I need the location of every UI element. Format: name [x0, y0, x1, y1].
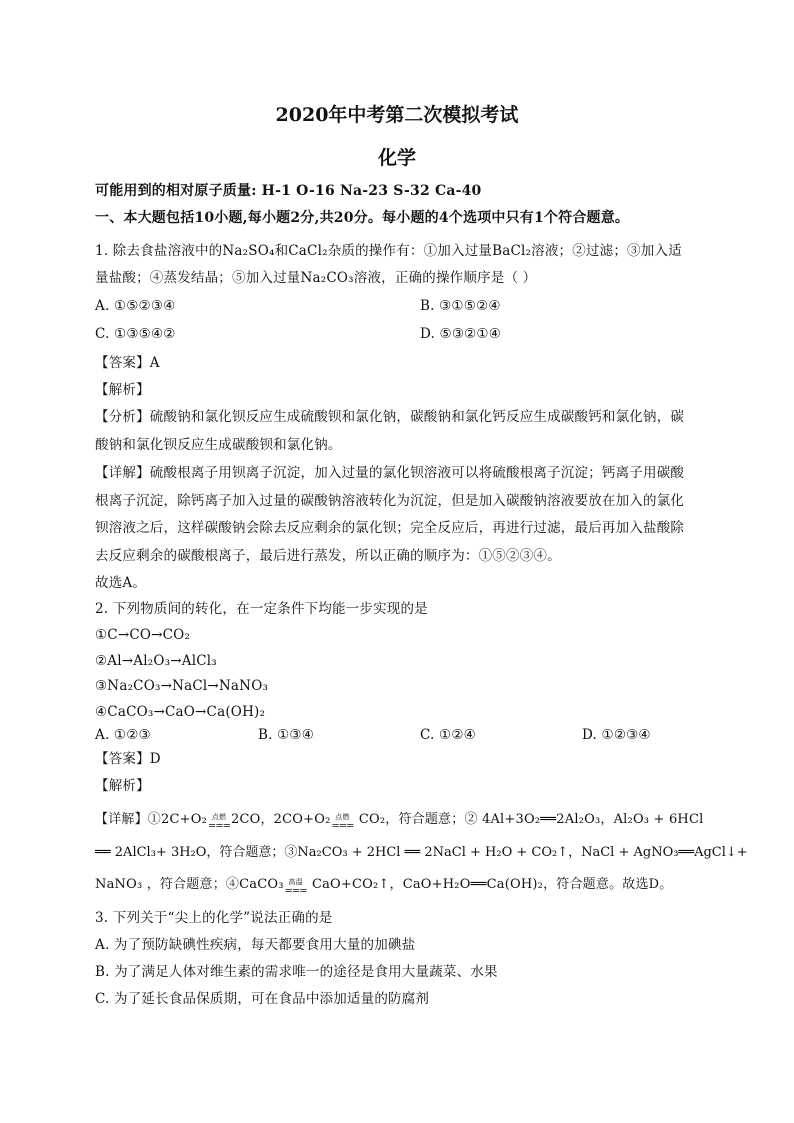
- q2-detail-line3-suffix: CaO+CO₂↑，CaO+H₂O══Ca(OH)₂，符合题意。故选D。: [307, 877, 673, 892]
- q1-detail-line2: 根离子沉淀，除钙离子加入过量的碳酸钠溶液转化为沉淀，但是加入碳酸钠溶液要放在加入的氯化: [95, 493, 685, 509]
- q2-detail-line1-prefix: 【详解】①2C+O₂: [95, 812, 207, 827]
- q1-detail-line1: 【详解】硫酸根离子用钡离子沉淀，加入过量的氯化钡溶液可以将硫酸根离子沉淀；钙离子用碳酸: [95, 465, 685, 481]
- q1-detail-line4: 去反应剩余的碳酸根离子，最后进行蒸发，所以正确的顺序为：①⑤②③④。: [95, 548, 561, 564]
- condition-label: 高温: [288, 878, 303, 886]
- q1-stem-line1: 1. 除去食盐溶液中的Na₂SO₄和CaCl₂杂质的操作有：①加入过量BaCl₂溶液；②过滤；③加入适: [95, 243, 682, 259]
- reaction-condition-ignite-2: [331, 811, 355, 832]
- q2-detail-line3-prefix: NaNO₃ ，符合题意；④CaCO₃: [95, 877, 284, 892]
- q2-option-c: C. ①②④: [420, 727, 476, 743]
- condition-label: 点燃: [211, 813, 227, 821]
- equals-marks: ===: [284, 886, 307, 897]
- q2-analysis-label: 【解析】: [95, 778, 150, 794]
- q3-option-a: A. 为了预防缺碘性疾病，每天都要食用大量的加碘盐: [95, 937, 416, 953]
- q2-option-b: B. ①③④: [258, 727, 315, 743]
- q3-option-c: C. 为了延长食品保质期，可在食品中添加适量的防腐剂: [95, 991, 430, 1007]
- q2-detail-line1-mid: 2CO，2CO+O₂: [230, 812, 331, 827]
- q2-item2: ②Al→Al₂O₃→AlCl₃: [95, 653, 217, 669]
- q2-detail-line3: [95, 876, 673, 897]
- q1-option-d: D. ⑤③②①④: [420, 326, 502, 342]
- equals-marks: ===: [331, 821, 354, 832]
- q2-detail-line1-suffix: CO₂，符合题意；② 4Al+3O₂══2Al₂O₃，Al₂O₃ + 6HCl: [354, 812, 704, 827]
- q1-analysis-label: 【解析】: [95, 382, 150, 398]
- q3-option-b: B. 为了满足人体对维生素的需求唯一的途径是食用大量蔬菜、水果: [95, 964, 498, 980]
- section-heading: 一、本大题包括10小题,每小题2分,共20分。每小题的4个选项中只有1个符合题意。: [95, 210, 630, 226]
- equals-marks: ===: [207, 821, 231, 832]
- q2-detail-line2: ══ 2AlCl₃+ 3H₂O，符合题意；③Na₂CO₃ + 2HCl ══ 2NaCl + H₂O + CO₂↑，NaCl + AgNO₃══AgCl↓+: [95, 845, 748, 860]
- q2-option-d: D. ①②③④: [582, 727, 651, 743]
- q1-answer: 【答案】A: [95, 355, 160, 371]
- q1-option-c: C. ①③⑤④②: [95, 326, 176, 342]
- q2-item1: ①C→CO→CO₂: [95, 627, 191, 643]
- q2-item4: ④CaCO₃→CaO→Ca(OH)₂: [95, 704, 266, 720]
- q1-option-b: B. ③①⑤②④: [420, 298, 501, 314]
- q1-analysis-line1: 【分析】硫酸钠和氯化钡反应生成硫酸钡和氯化钠，碳酸钠和氯化钙反应生成碳酸钙和氯化钠，碳: [95, 409, 685, 425]
- reaction-condition-ignite-1: [207, 811, 231, 832]
- subject-title: 化学: [377, 147, 416, 169]
- q2-stem: 2. 下列物质间的转化，在一定条件下均能一步实现的是: [95, 601, 428, 617]
- q2-answer: 【答案】D: [95, 751, 161, 767]
- q1-stem-line2: 量盐酸；④蒸发结晶；⑤加入过量Na₂CO₃溶液，正确的操作顺序是（ ）: [95, 270, 537, 286]
- q1-option-a: A. ①⑤②③④: [95, 298, 176, 314]
- atomic-masses: 可能用到的相对原子质量: H-1 O-16 Na-23 S-32 Ca-40: [95, 183, 482, 199]
- q1-conclusion: 故选A。: [95, 575, 147, 591]
- condition-label: 点燃: [335, 813, 350, 821]
- q1-analysis-line2: 酸钠和氯化钡反应生成碳酸钡和氯化钠。: [95, 437, 342, 453]
- q2-option-a: A. ①②③: [95, 727, 151, 743]
- q3-stem: 3. 下列关于“尖上的化学”说法正确的是: [95, 910, 333, 926]
- q1-detail-line3: 钡溶液之后，这样碳酸钠会除去反应剩余的氯化钡；完全反应后，再进行过滤，最后再加入盐酸除: [95, 520, 685, 536]
- q2-detail-line1: [95, 811, 704, 832]
- reaction-condition-high-temp: [284, 876, 308, 897]
- q2-item3: ③Na₂CO₃→NaCl→NaNO₃: [95, 678, 269, 694]
- exam-title: 2020年中考第二次模拟考试: [275, 104, 519, 126]
